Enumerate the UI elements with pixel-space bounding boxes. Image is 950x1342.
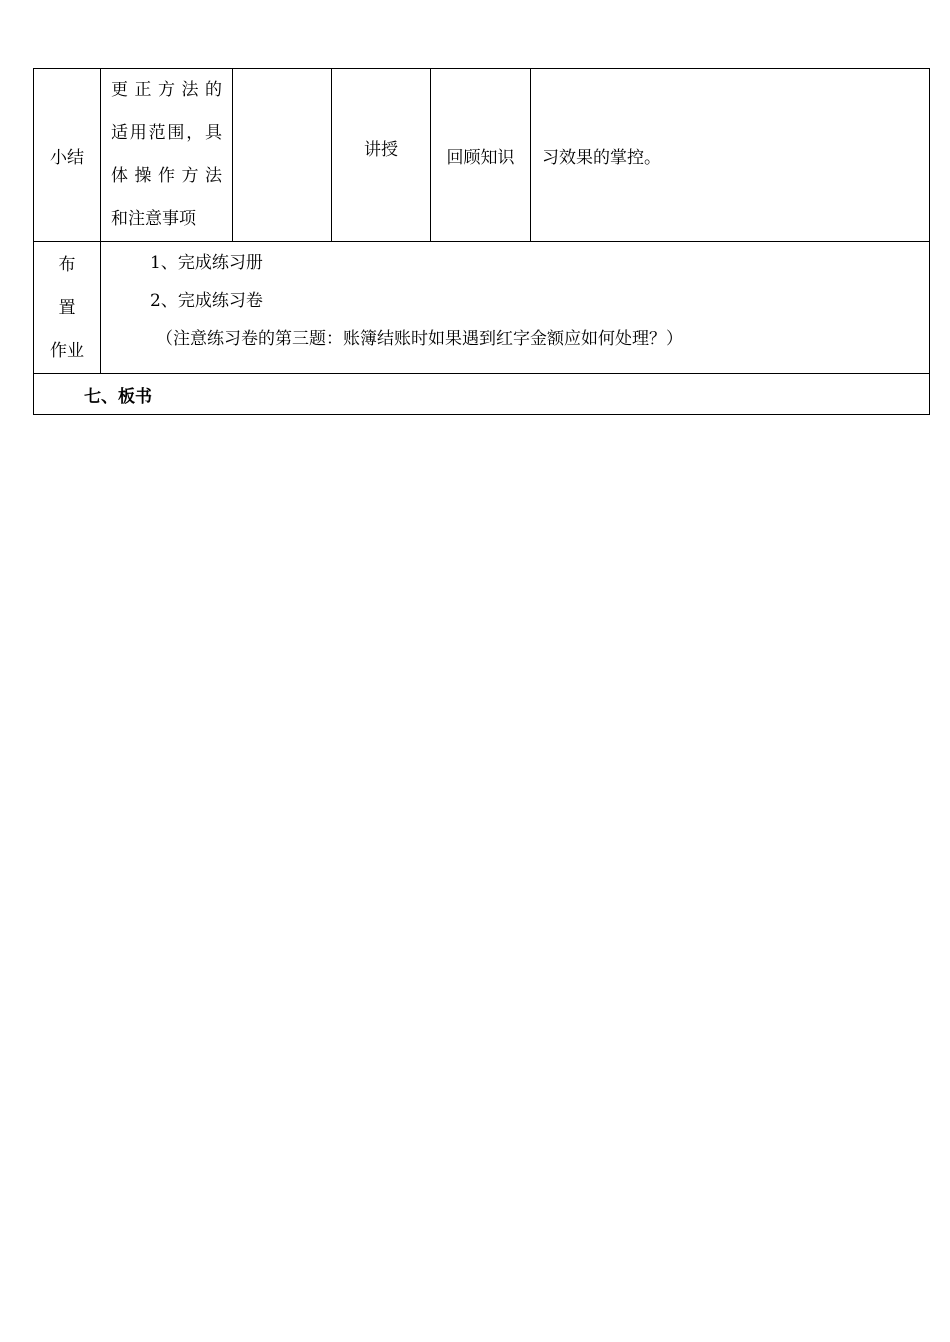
summary-content-line-1: 更正方法的 <box>111 80 222 100</box>
homework-row <box>34 242 930 374</box>
summary-label: 小结 <box>50 147 84 168</box>
homework-label-cell <box>34 242 101 374</box>
summary-method-cell <box>332 69 431 242</box>
section-title-cell <box>34 374 930 415</box>
homework-item-1: 1、完成练习册 <box>150 253 263 273</box>
summary-label-cell <box>34 69 101 242</box>
homework-note: （注意练习卷的第三题：账簿结账时如果遇到红字金额应如何处理？） <box>156 329 683 349</box>
lesson-plan-table <box>33 68 930 415</box>
summary-empty-cell <box>233 69 332 242</box>
section-title: 七、板书 <box>84 386 152 407</box>
summary-note-cell <box>531 69 930 242</box>
summary-row <box>34 69 930 242</box>
summary-note: 习效果的掌控。 <box>542 147 661 168</box>
summary-content-cell <box>101 69 233 242</box>
homework-content-cell <box>101 242 930 374</box>
homework-item-2: 2、完成练习卷 <box>150 291 263 311</box>
summary-content-line-4: 和注意事项 <box>111 209 196 229</box>
homework-label-line-2: 作业 <box>50 341 84 361</box>
summary-content-line-3: 体操作方法 <box>111 166 222 186</box>
summary-content-line-2: 适用范围，具 <box>111 123 222 143</box>
homework-label-line-1: 布置 <box>58 255 88 318</box>
summary-activity-cell <box>431 69 531 242</box>
summary-method: 讲授 <box>364 140 398 160</box>
summary-activity: 回顾知识 <box>446 147 515 168</box>
section-row <box>34 374 930 415</box>
